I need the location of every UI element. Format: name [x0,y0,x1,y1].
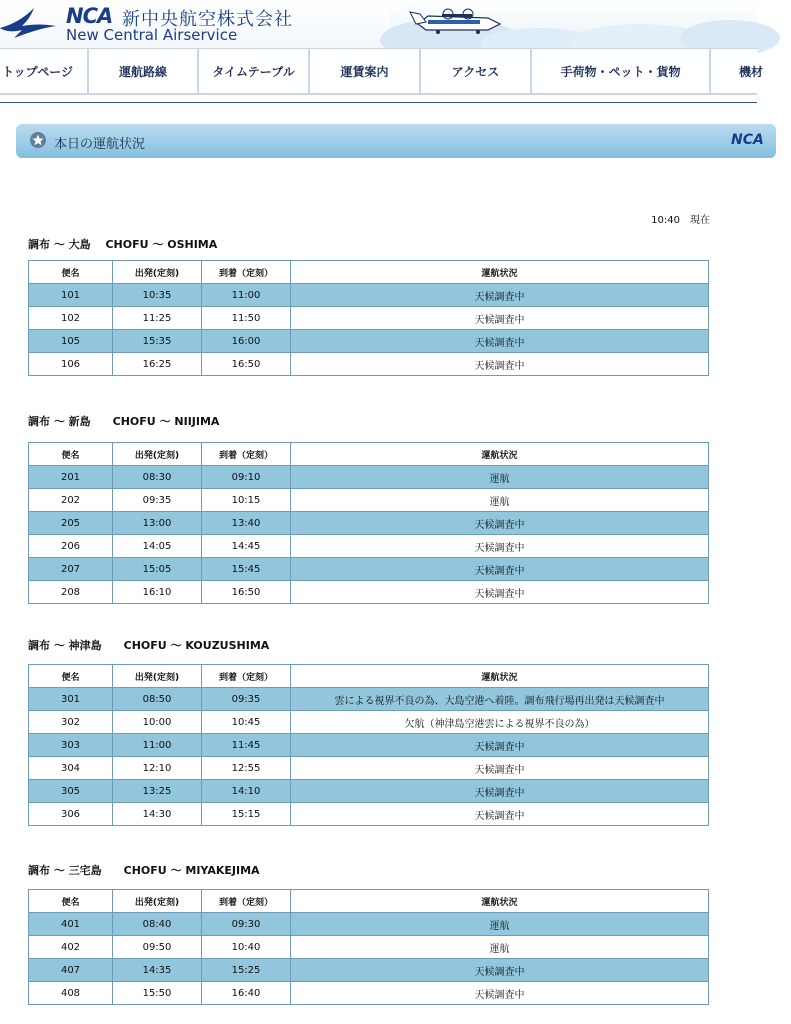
flight-status: 雲による視界不良の為、大島空港へ着陸。調布飛行場再出発は天候調査中 [291,688,709,711]
flight-status: 天候調査中 [291,757,709,780]
arrival-time: 10:45 [202,711,291,734]
table-row [29,535,709,558]
airplane-icon [390,0,757,48]
table-row [29,959,709,982]
flight-number: 401 [29,913,113,936]
nav-top-page[interactable]: トップページ [0,49,89,93]
flight-status: 天候調査中 [291,581,709,604]
bird-logo-icon[interactable] [0,4,56,38]
arrival-time: 15:45 [202,558,291,581]
header-flight: 便名 [29,443,113,466]
flight-status: 天候調査中 [291,982,709,1005]
table-row [29,734,709,757]
departure-time: 15:05 [113,558,202,581]
flight-status: 天候調査中 [291,284,709,307]
header-arrival: 到着（定刻） [202,665,291,688]
table-row [29,489,709,512]
departure-time: 13:00 [113,512,202,535]
table-row [29,803,709,826]
flight-status: 天候調査中 [291,803,709,826]
flight-number: 304 [29,757,113,780]
flight-number: 207 [29,558,113,581]
schedule-table-miyakejima [28,889,709,1005]
route-title-kouzushima: 調布 〜 神津島 CHOFU 〜 KOUZUSHIMA [28,639,270,652]
table-row [29,936,709,959]
departure-time: 15:50 [113,982,202,1005]
arrival-time: 16:50 [202,353,291,376]
table-row [29,466,709,489]
flight-status: 運航 [291,936,709,959]
flight-status: 運航 [291,466,709,489]
table-row [29,913,709,936]
flight-number: 302 [29,711,113,734]
arrival-time: 13:40 [202,512,291,535]
flight-number: 208 [29,581,113,604]
company-name-en: New Central Airservice [66,26,238,44]
header-arrival: 到着（定刻） [202,261,291,284]
arrival-time: 10:15 [202,489,291,512]
flight-status: 天候調査中 [291,959,709,982]
departure-time: 16:25 [113,353,202,376]
section-header [16,124,776,158]
header-flight: 便名 [29,261,113,284]
flight-number: 106 [29,353,113,376]
table-row [29,330,709,353]
arrival-time: 09:30 [202,913,291,936]
table-row [29,688,709,711]
flight-number: 201 [29,466,113,489]
departure-time: 08:40 [113,913,202,936]
flight-number: 306 [29,803,113,826]
flight-number: 105 [29,330,113,353]
flight-status: 天候調査中 [291,558,709,581]
departure-time: 11:00 [113,734,202,757]
nav-divider [0,102,757,103]
header-status: 運航状況 [291,665,709,688]
departure-time: 13:25 [113,780,202,803]
table-row [29,711,709,734]
arrival-time: 09:35 [202,688,291,711]
header-departure: 出発(定刻) [113,443,202,466]
schedule-table-oshima [28,260,709,376]
departure-time: 10:35 [113,284,202,307]
route-title-niijima: 調布 〜 新島 CHOFU 〜 NIIJIMA [28,415,220,428]
table-row [29,307,709,330]
schedule-table-niijima [28,442,709,604]
table-row [29,353,709,376]
header-arrival: 到着（定刻） [202,443,291,466]
flight-number: 303 [29,734,113,757]
table-row [29,512,709,535]
arrival-time: 16:00 [202,330,291,353]
logo-mark[interactable]: NCA [66,4,113,28]
site-header [0,0,757,48]
flight-number: 408 [29,982,113,1005]
flight-number: 206 [29,535,113,558]
nav-baggage[interactable]: 手荷物・ペット・貨物 [532,49,711,93]
flight-number: 205 [29,512,113,535]
table-row [29,284,709,307]
flight-status: 天候調査中 [291,535,709,558]
departure-time: 14:30 [113,803,202,826]
header-departure: 出発(定刻) [113,665,202,688]
departure-time: 10:00 [113,711,202,734]
table-row [29,581,709,604]
arrival-time: 14:10 [202,780,291,803]
departure-time: 14:35 [113,959,202,982]
header-flight: 便名 [29,665,113,688]
header-arrival: 到着（定刻） [202,890,291,913]
departure-time: 09:50 [113,936,202,959]
header-departure: 出発(定刻) [113,890,202,913]
departure-time: 16:10 [113,581,202,604]
nav-timetable[interactable]: タイムテーブル [199,49,310,93]
current-time: 10:40 現在 [651,215,710,226]
flight-status: 欠航（神津島空港雲による視界不良の為） [291,711,709,734]
arrival-time: 10:40 [202,936,291,959]
departure-time: 08:30 [113,466,202,489]
star-icon [30,132,46,148]
flight-number: 101 [29,284,113,307]
flight-number: 102 [29,307,113,330]
section-title: 本日の運航状況 [54,137,146,152]
flight-status: 運航 [291,913,709,936]
departure-time: 14:05 [113,535,202,558]
schedule-table-kouzushima [28,664,709,826]
arrival-time: 16:40 [202,982,291,1005]
flight-status: 運航 [291,489,709,512]
flight-status: 天候調査中 [291,353,709,376]
flight-number: 402 [29,936,113,959]
departure-time: 15:35 [113,330,202,353]
section-logo: NCA [731,132,764,148]
arrival-time: 12:55 [202,757,291,780]
departure-time: 08:50 [113,688,202,711]
arrival-time: 11:50 [202,307,291,330]
flight-status: 天候調査中 [291,307,709,330]
header-banner [390,0,757,48]
nav-access[interactable]: アクセス [421,49,532,93]
arrival-time: 11:45 [202,734,291,757]
arrival-time: 15:25 [202,959,291,982]
nav-aircraft[interactable]: 機材 [738,64,763,79]
departure-time: 12:10 [113,757,202,780]
nav-fares[interactable]: 運賃案内 [310,49,421,93]
nav-routes[interactable]: 運航路線 [89,49,199,93]
flight-status: 天候調査中 [291,780,709,803]
header-status: 運航状況 [291,261,709,284]
arrival-time: 16:50 [202,581,291,604]
arrival-time: 15:15 [202,803,291,826]
flight-number: 301 [29,688,113,711]
flight-status: 天候調査中 [291,734,709,757]
arrival-time: 09:10 [202,466,291,489]
arrival-time: 14:45 [202,535,291,558]
table-row [29,558,709,581]
route-title-oshima: 調布 〜 大島 CHOFU 〜 OSHIMA [28,238,218,251]
header-status: 運航状況 [291,890,709,913]
header-flight: 便名 [29,890,113,913]
flight-number: 305 [29,780,113,803]
header-departure: 出発(定刻) [113,261,202,284]
departure-time: 09:35 [113,489,202,512]
flight-status: 天候調査中 [291,512,709,535]
departure-time: 11:25 [113,307,202,330]
route-title-miyakejima: 調布 〜 三宅島 CHOFU 〜 MIYAKEJIMA [28,864,260,877]
flight-number: 407 [29,959,113,982]
flight-status: 天候調査中 [291,330,709,353]
header-status: 運航状況 [291,443,709,466]
company-name-jp: 新中央航空株式会社 [122,9,293,30]
table-row [29,982,709,1005]
flight-number: 202 [29,489,113,512]
table-row [29,780,709,803]
arrival-time: 11:00 [202,284,291,307]
main-nav [0,48,763,95]
table-row [29,757,709,780]
